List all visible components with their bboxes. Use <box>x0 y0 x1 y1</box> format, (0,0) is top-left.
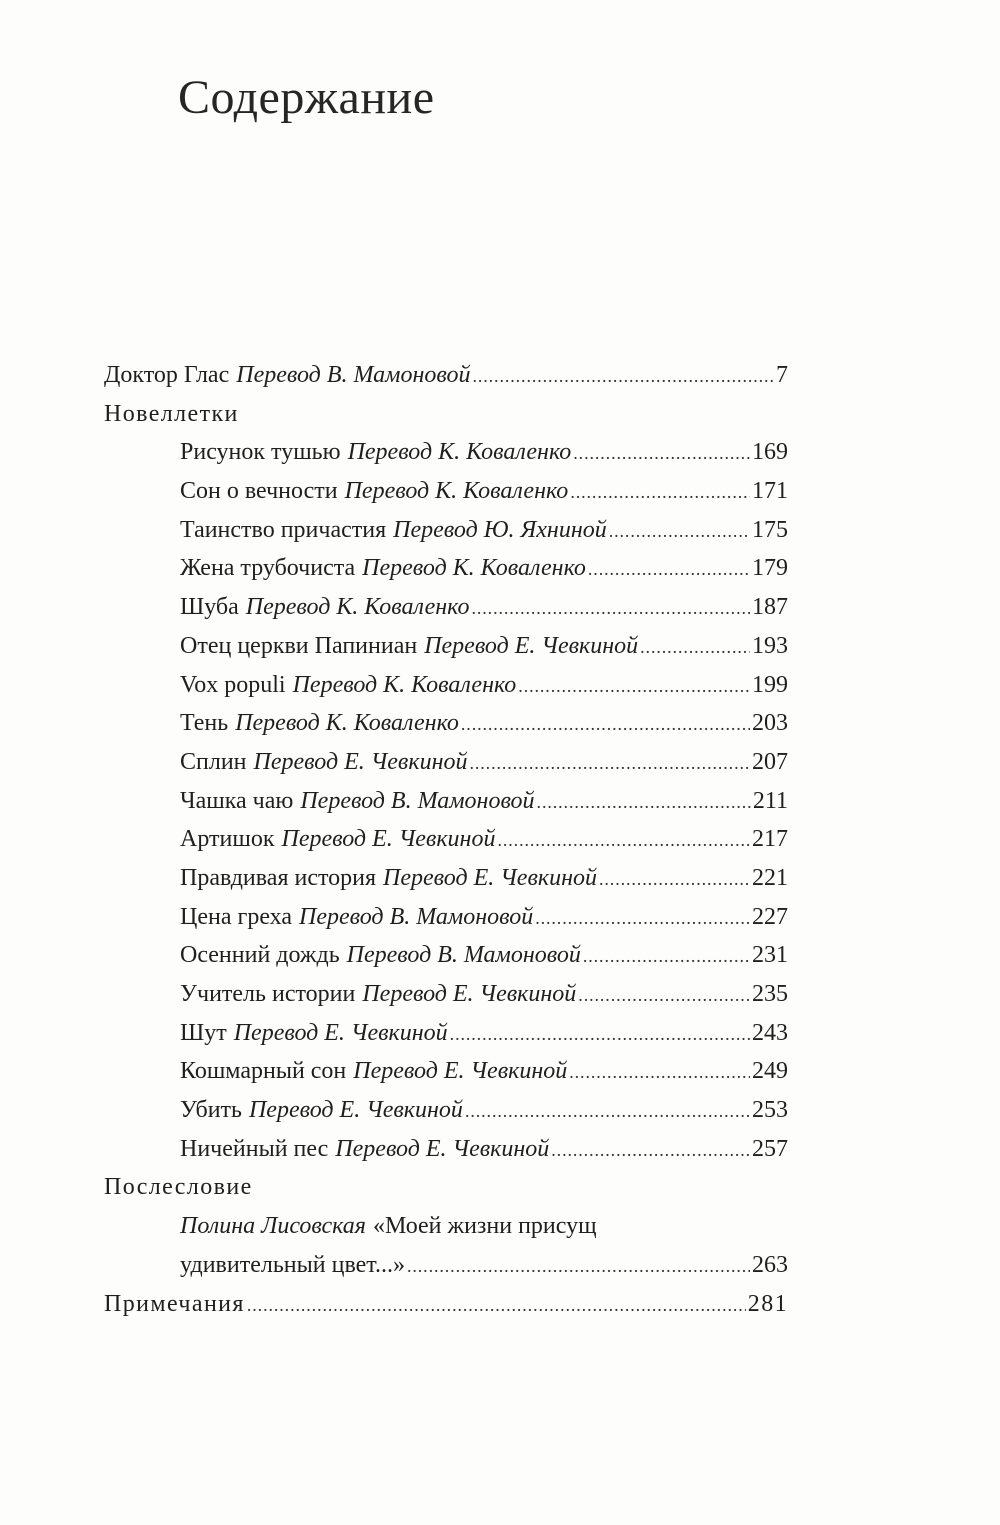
entry-title: Тень <box>180 710 229 737</box>
entry-translator: Перевод Е. Чевкиной <box>362 981 577 1007</box>
toc-entry[interactable] <box>104 1091 788 1130</box>
entry-title: Учитель истории <box>180 981 356 1007</box>
toc-entry[interactable] <box>104 1130 788 1169</box>
entry-title: Артишок <box>180 826 275 853</box>
dot-leader <box>472 357 774 396</box>
entry-translator: Перевод К. Коваленко <box>292 671 517 698</box>
entry-translator: Перевод Е. Чевкиной <box>253 748 468 775</box>
toc-entry[interactable] <box>104 859 788 898</box>
entry-title: Чашка чаю <box>180 787 294 814</box>
toc-entry[interactable] <box>104 704 788 743</box>
toc-entry-afterword-line1[interactable] <box>104 1207 788 1246</box>
dot-leader <box>569 1053 750 1092</box>
entry-page: 281 <box>747 1290 788 1317</box>
entry-title: Ничейный пес <box>180 1135 329 1162</box>
entry-title: «Моей жизни присущ <box>372 1213 597 1240</box>
dot-leader <box>465 1092 750 1131</box>
entry-title: Отец церкви Папиниан <box>180 632 418 659</box>
entry-translator: Перевод К. Коваленко <box>347 439 572 466</box>
toc-entry[interactable] <box>104 820 788 859</box>
dot-leader <box>551 1131 750 1170</box>
section-title: Послесловие <box>104 1174 253 1201</box>
toc-entry[interactable] <box>104 549 788 588</box>
entry-page: 257 <box>752 1135 788 1162</box>
toc-entry[interactable] <box>104 472 788 511</box>
dot-leader <box>471 589 750 628</box>
entry-title: Цена греха <box>180 903 292 930</box>
toc-entry[interactable] <box>104 627 788 666</box>
toc-entry[interactable] <box>104 433 788 472</box>
toc-entry[interactable] <box>104 743 788 782</box>
toc-entry[interactable] <box>104 1052 788 1091</box>
entry-translator: Перевод К. Коваленко <box>235 710 459 737</box>
entry-page: 253 <box>752 1097 788 1124</box>
entry-page: 171 <box>752 478 788 505</box>
entry-translator: Перевод Е. Чевкиной <box>281 826 496 853</box>
toc-entry-afterword-line2[interactable] <box>104 1246 788 1285</box>
entry-page: 179 <box>752 555 788 582</box>
entry-page: 203 <box>752 710 788 737</box>
entry-translator: Перевод Е. Чевкиной <box>335 1135 550 1162</box>
entry-translator: Перевод Е. Чевкиной <box>233 1019 448 1046</box>
entry-page: 199 <box>752 671 788 698</box>
entry-translator: Перевод Е. Чевкиной <box>248 1097 463 1124</box>
entry-translator: Перевод В. Мамоновой <box>299 903 534 930</box>
entry-page: 207 <box>752 748 788 775</box>
entry-page: 227 <box>752 903 788 930</box>
entry-translator: Перевод К. Коваленко <box>362 555 586 582</box>
toc-entry[interactable] <box>104 511 788 550</box>
entry-page: 193 <box>752 632 788 659</box>
dot-leader <box>497 821 750 860</box>
entry-author: Полина Лисовская <box>180 1213 366 1240</box>
table-of-contents <box>104 356 788 1323</box>
entry-title: Правдивая история <box>180 864 377 891</box>
section-title: Новеллетки <box>104 400 239 427</box>
entry-page: 231 <box>752 942 788 969</box>
entry-page: 217 <box>752 826 788 853</box>
entry-page: 7 <box>776 362 788 388</box>
toc-entry[interactable] <box>104 356 788 395</box>
entry-title: Доктор Глас <box>104 362 230 388</box>
entry-title: Рисунок тушью <box>180 439 341 466</box>
dot-leader <box>578 976 750 1015</box>
entry-title: Жена трубочиста <box>180 555 356 582</box>
toc-entry[interactable] <box>104 975 788 1014</box>
dot-leader <box>609 512 750 551</box>
entry-translator: Перевод Ю. Яхниной <box>393 516 607 543</box>
entry-page: 221 <box>752 864 788 891</box>
entry-title: Таинство причастия <box>180 516 387 543</box>
dot-leader <box>570 473 750 512</box>
entry-title: Кошмарный сон <box>180 1058 347 1085</box>
entry-page: 169 <box>752 439 788 466</box>
entry-page: 175 <box>752 516 788 543</box>
entry-title: Сон о вечности <box>180 478 338 505</box>
dot-leader <box>535 899 750 938</box>
entry-page: 211 <box>752 787 788 814</box>
toc-entry[interactable] <box>104 782 788 821</box>
entry-translator: Перевод К. Коваленко <box>344 478 569 505</box>
dot-leader <box>450 1015 750 1054</box>
dot-leader <box>640 628 750 667</box>
dot-leader <box>518 667 750 706</box>
entry-title: Шуба <box>180 594 239 621</box>
section-heading <box>104 395 788 434</box>
entry-translator: Перевод В. Мамоновой <box>300 787 535 814</box>
dot-leader <box>573 434 750 473</box>
dot-leader <box>588 550 750 589</box>
entry-title: Сплин <box>180 748 247 775</box>
dot-leader <box>537 783 751 822</box>
dot-leader <box>247 1286 746 1325</box>
entry-translator: Перевод К. Коваленко <box>245 594 470 621</box>
dot-leader <box>599 860 750 899</box>
dot-leader <box>461 705 750 744</box>
entry-page: 243 <box>752 1019 788 1046</box>
entry-translator: Перевод В. Мамоновой <box>346 942 581 969</box>
entry-translator: Перевод Е. Чевкиной <box>424 632 639 659</box>
toc-entry[interactable] <box>104 1285 788 1324</box>
section-heading <box>104 1168 788 1207</box>
dot-leader <box>469 744 750 783</box>
toc-entry[interactable] <box>104 666 788 705</box>
dot-leader <box>583 937 750 976</box>
entry-translator: Перевод Е. Чевкиной <box>353 1058 568 1085</box>
entry-title: Осенний дождь <box>180 942 340 969</box>
entry-page: 187 <box>752 594 788 621</box>
toc-entry[interactable] <box>104 588 788 627</box>
entry-page: 263 <box>752 1251 788 1278</box>
entry-page: 235 <box>752 981 788 1007</box>
entry-title: удивительный цвет...» <box>180 1251 405 1278</box>
toc-entry[interactable] <box>104 936 788 975</box>
toc-entry[interactable] <box>104 898 788 937</box>
dot-leader <box>407 1247 750 1286</box>
entry-title: Убить <box>180 1097 242 1124</box>
toc-entry[interactable] <box>104 1014 788 1053</box>
entry-title: Шут <box>180 1019 227 1046</box>
entry-translator: Перевод Е. Чевкиной <box>383 864 597 891</box>
entry-translator: Перевод В. Мамоновой <box>236 362 471 388</box>
page-title: Содержание <box>178 71 435 124</box>
entry-title: Примечания <box>104 1290 245 1317</box>
entry-title: Vox populi <box>180 671 286 698</box>
entry-page: 249 <box>752 1058 788 1085</box>
